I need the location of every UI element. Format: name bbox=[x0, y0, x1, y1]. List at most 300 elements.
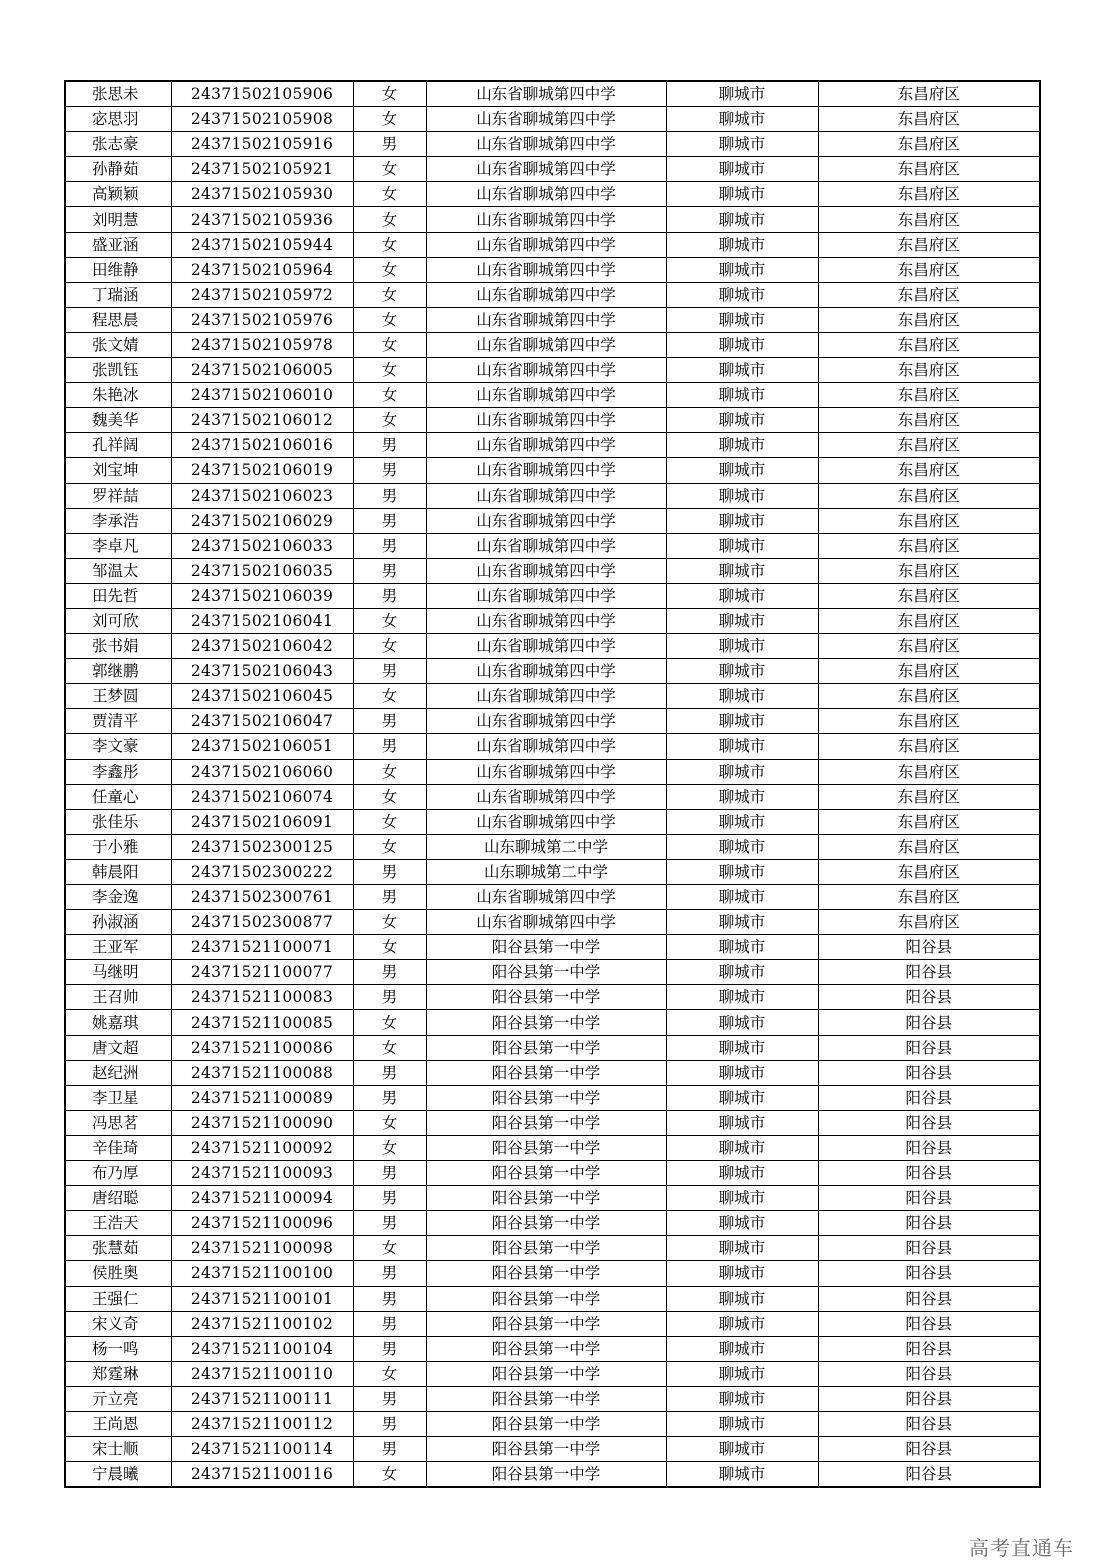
gender-cell: 女 bbox=[353, 207, 426, 232]
district-cell: 东昌府区 bbox=[818, 257, 1040, 282]
gender-cell: 男 bbox=[353, 1411, 426, 1436]
city-cell: 聊城市 bbox=[666, 383, 818, 408]
district-cell: 阳谷县 bbox=[818, 1186, 1040, 1211]
table-row bbox=[65, 1085, 1040, 1110]
exam-id-cell: 24371521100110 bbox=[171, 1361, 353, 1386]
city-cell: 聊城市 bbox=[666, 408, 818, 433]
city-cell: 聊城市 bbox=[666, 1462, 818, 1488]
school-cell: 阳谷县第一中学 bbox=[426, 1236, 666, 1261]
student-name-cell: 孙淑涵 bbox=[65, 910, 171, 935]
city-cell: 聊城市 bbox=[666, 809, 818, 834]
city-cell: 聊城市 bbox=[666, 659, 818, 684]
school-cell: 阳谷县第一中学 bbox=[426, 935, 666, 960]
table-row bbox=[65, 1462, 1040, 1488]
district-cell: 东昌府区 bbox=[818, 157, 1040, 182]
table-row bbox=[65, 960, 1040, 985]
district-cell: 阳谷县 bbox=[818, 1336, 1040, 1361]
school-cell: 山东省聊城第四中学 bbox=[426, 684, 666, 709]
city-cell: 聊城市 bbox=[666, 885, 818, 910]
student-name-cell: 宁晨曦 bbox=[65, 1462, 171, 1488]
gender-cell: 女 bbox=[353, 1010, 426, 1035]
district-cell: 阳谷县 bbox=[818, 1010, 1040, 1035]
city-cell: 聊城市 bbox=[666, 985, 818, 1010]
table-row bbox=[65, 558, 1040, 583]
city-cell: 聊城市 bbox=[666, 935, 818, 960]
city-cell: 聊城市 bbox=[666, 834, 818, 859]
exam-id-cell: 24371502300222 bbox=[171, 859, 353, 884]
gender-cell: 男 bbox=[353, 1060, 426, 1085]
table-row bbox=[65, 684, 1040, 709]
school-cell: 山东省聊城第四中学 bbox=[426, 659, 666, 684]
school-cell: 阳谷县第一中学 bbox=[426, 1361, 666, 1386]
watermark-text: 高考直通车 bbox=[969, 1536, 1074, 1560]
city-cell: 聊城市 bbox=[666, 1186, 818, 1211]
table-row bbox=[65, 1386, 1040, 1411]
school-cell: 山东省聊城第四中学 bbox=[426, 107, 666, 132]
school-cell: 山东省聊城第四中学 bbox=[426, 132, 666, 157]
school-cell: 山东省聊城第四中学 bbox=[426, 358, 666, 383]
city-cell: 聊城市 bbox=[666, 910, 818, 935]
table-row bbox=[65, 1236, 1040, 1261]
exam-id-cell: 24371502106041 bbox=[171, 608, 353, 633]
student-name-cell: 张佳乐 bbox=[65, 809, 171, 834]
gender-cell: 女 bbox=[353, 935, 426, 960]
city-cell: 聊城市 bbox=[666, 1211, 818, 1236]
exam-id-cell: 24371521100100 bbox=[171, 1261, 353, 1286]
roster-sheet bbox=[64, 80, 1039, 1488]
exam-id-cell: 24371502106005 bbox=[171, 358, 353, 383]
gender-cell: 男 bbox=[353, 483, 426, 508]
table-row bbox=[65, 1311, 1040, 1336]
city-cell: 聊城市 bbox=[666, 634, 818, 659]
school-cell: 山东省聊城第四中学 bbox=[426, 759, 666, 784]
school-cell: 山东省聊城第四中学 bbox=[426, 232, 666, 257]
gender-cell: 女 bbox=[353, 1236, 426, 1261]
student-name-cell: 朱艳冰 bbox=[65, 383, 171, 408]
district-cell: 东昌府区 bbox=[818, 558, 1040, 583]
student-name-cell: 张志豪 bbox=[65, 132, 171, 157]
city-cell: 聊城市 bbox=[666, 1035, 818, 1060]
city-cell: 聊城市 bbox=[666, 458, 818, 483]
exam-id-cell: 24371502106043 bbox=[171, 659, 353, 684]
table-row bbox=[65, 608, 1040, 633]
district-cell: 东昌府区 bbox=[818, 784, 1040, 809]
school-cell: 阳谷县第一中学 bbox=[426, 1186, 666, 1211]
city-cell: 聊城市 bbox=[666, 583, 818, 608]
district-cell: 东昌府区 bbox=[818, 533, 1040, 558]
district-cell: 阳谷县 bbox=[818, 1035, 1040, 1060]
exam-id-cell: 24371521100085 bbox=[171, 1010, 353, 1035]
gender-cell: 女 bbox=[353, 1135, 426, 1160]
student-name-cell: 丁瑞涵 bbox=[65, 282, 171, 307]
table-row bbox=[65, 107, 1040, 132]
student-name-cell: 孔祥阔 bbox=[65, 433, 171, 458]
district-cell: 阳谷县 bbox=[818, 1110, 1040, 1135]
city-cell: 聊城市 bbox=[666, 307, 818, 332]
city-cell: 聊城市 bbox=[666, 1386, 818, 1411]
gender-cell: 男 bbox=[353, 1161, 426, 1186]
exam-id-cell: 24371521100111 bbox=[171, 1386, 353, 1411]
student-name-cell: 王强仁 bbox=[65, 1286, 171, 1311]
city-cell: 聊城市 bbox=[666, 960, 818, 985]
student-name-cell: 刘可欣 bbox=[65, 608, 171, 633]
student-name-cell: 侯胜奥 bbox=[65, 1261, 171, 1286]
gender-cell: 男 bbox=[353, 508, 426, 533]
district-cell: 东昌府区 bbox=[818, 207, 1040, 232]
district-cell: 东昌府区 bbox=[818, 458, 1040, 483]
table-row bbox=[65, 207, 1040, 232]
exam-id-cell: 24371502106023 bbox=[171, 483, 353, 508]
table-row bbox=[65, 583, 1040, 608]
city-cell: 聊城市 bbox=[666, 533, 818, 558]
exam-id-cell: 24371502106039 bbox=[171, 583, 353, 608]
table-row bbox=[65, 257, 1040, 282]
table-row bbox=[65, 809, 1040, 834]
city-cell: 聊城市 bbox=[666, 433, 818, 458]
exam-id-cell: 24371521100116 bbox=[171, 1462, 353, 1488]
school-cell: 山东省聊城第四中学 bbox=[426, 282, 666, 307]
exam-id-cell: 24371521100071 bbox=[171, 935, 353, 960]
city-cell: 聊城市 bbox=[666, 558, 818, 583]
student-name-cell: 李鑫彤 bbox=[65, 759, 171, 784]
exam-id-cell: 24371502106016 bbox=[171, 433, 353, 458]
gender-cell: 女 bbox=[353, 81, 426, 107]
gender-cell: 女 bbox=[353, 332, 426, 357]
table-row bbox=[65, 383, 1040, 408]
city-cell: 聊城市 bbox=[666, 282, 818, 307]
district-cell: 东昌府区 bbox=[818, 232, 1040, 257]
table-row bbox=[65, 885, 1040, 910]
table-row bbox=[65, 1110, 1040, 1135]
exam-id-cell: 24371521100088 bbox=[171, 1060, 353, 1085]
table-row bbox=[65, 1135, 1040, 1160]
city-cell: 聊城市 bbox=[666, 483, 818, 508]
district-cell: 东昌府区 bbox=[818, 608, 1040, 633]
table-row bbox=[65, 859, 1040, 884]
district-cell: 东昌府区 bbox=[818, 81, 1040, 107]
city-cell: 聊城市 bbox=[666, 1437, 818, 1462]
table-row bbox=[65, 458, 1040, 483]
gender-cell: 男 bbox=[353, 1261, 426, 1286]
student-name-cell: 张思未 bbox=[65, 81, 171, 107]
gender-cell: 女 bbox=[353, 1361, 426, 1386]
exam-id-cell: 24371502106042 bbox=[171, 634, 353, 659]
table-row bbox=[65, 81, 1040, 107]
student-name-cell: 刘宝坤 bbox=[65, 458, 171, 483]
city-cell: 聊城市 bbox=[666, 734, 818, 759]
district-cell: 东昌府区 bbox=[818, 383, 1040, 408]
gender-cell: 男 bbox=[353, 859, 426, 884]
school-cell: 阳谷县第一中学 bbox=[426, 1386, 666, 1411]
exam-id-cell: 24371502106060 bbox=[171, 759, 353, 784]
student-name-cell: 李卫星 bbox=[65, 1085, 171, 1110]
city-cell: 聊城市 bbox=[666, 1411, 818, 1436]
gender-cell: 男 bbox=[353, 433, 426, 458]
school-cell: 山东省聊城第四中学 bbox=[426, 182, 666, 207]
student-name-cell: 王召帅 bbox=[65, 985, 171, 1010]
student-name-cell: 王梦圆 bbox=[65, 684, 171, 709]
district-cell: 东昌府区 bbox=[818, 659, 1040, 684]
exam-id-cell: 24371521100089 bbox=[171, 1085, 353, 1110]
city-cell: 聊城市 bbox=[666, 81, 818, 107]
gender-cell: 男 bbox=[353, 1311, 426, 1336]
city-cell: 聊城市 bbox=[666, 1261, 818, 1286]
school-cell: 山东省聊城第四中学 bbox=[426, 809, 666, 834]
school-cell: 山东省聊城第四中学 bbox=[426, 433, 666, 458]
school-cell: 山东省聊城第四中学 bbox=[426, 458, 666, 483]
school-cell: 阳谷县第一中学 bbox=[426, 1085, 666, 1110]
gender-cell: 女 bbox=[353, 282, 426, 307]
exam-id-cell: 24371502106029 bbox=[171, 508, 353, 533]
city-cell: 聊城市 bbox=[666, 1236, 818, 1261]
school-cell: 阳谷县第一中学 bbox=[426, 1336, 666, 1361]
city-cell: 聊城市 bbox=[666, 759, 818, 784]
exam-id-cell: 24371502106051 bbox=[171, 734, 353, 759]
gender-cell: 女 bbox=[353, 1110, 426, 1135]
student-name-cell: 冯思茗 bbox=[65, 1110, 171, 1135]
student-name-cell: 唐绍聪 bbox=[65, 1186, 171, 1211]
roster-body bbox=[65, 81, 1040, 1487]
city-cell: 聊城市 bbox=[666, 709, 818, 734]
table-row bbox=[65, 332, 1040, 357]
table-row bbox=[65, 985, 1040, 1010]
table-row bbox=[65, 1010, 1040, 1035]
school-cell: 山东省聊城第四中学 bbox=[426, 709, 666, 734]
exam-id-cell: 24371502105944 bbox=[171, 232, 353, 257]
district-cell: 东昌府区 bbox=[818, 583, 1040, 608]
city-cell: 聊城市 bbox=[666, 257, 818, 282]
district-cell: 东昌府区 bbox=[818, 408, 1040, 433]
gender-cell: 女 bbox=[353, 307, 426, 332]
city-cell: 聊城市 bbox=[666, 182, 818, 207]
district-cell: 阳谷县 bbox=[818, 1261, 1040, 1286]
gender-cell: 女 bbox=[353, 383, 426, 408]
exam-id-cell: 24371502105964 bbox=[171, 257, 353, 282]
exam-id-cell: 24371521100093 bbox=[171, 1161, 353, 1186]
district-cell: 东昌府区 bbox=[818, 483, 1040, 508]
district-cell: 阳谷县 bbox=[818, 1361, 1040, 1386]
exam-id-cell: 24371521100112 bbox=[171, 1411, 353, 1436]
exam-id-cell: 24371521100090 bbox=[171, 1110, 353, 1135]
gender-cell: 男 bbox=[353, 734, 426, 759]
gender-cell: 男 bbox=[353, 1336, 426, 1361]
gender-cell: 男 bbox=[353, 985, 426, 1010]
district-cell: 东昌府区 bbox=[818, 508, 1040, 533]
gender-cell: 男 bbox=[353, 583, 426, 608]
school-cell: 山东省聊城第四中学 bbox=[426, 157, 666, 182]
table-row bbox=[65, 1437, 1040, 1462]
district-cell: 东昌府区 bbox=[818, 709, 1040, 734]
district-cell: 东昌府区 bbox=[818, 182, 1040, 207]
school-cell: 山东省聊城第四中学 bbox=[426, 483, 666, 508]
table-row bbox=[65, 132, 1040, 157]
exam-id-cell: 24371502106019 bbox=[171, 458, 353, 483]
table-row bbox=[65, 1186, 1040, 1211]
table-row bbox=[65, 910, 1040, 935]
gender-cell: 女 bbox=[353, 232, 426, 257]
exam-id-cell: 24371502300877 bbox=[171, 910, 353, 935]
student-name-cell: 魏美华 bbox=[65, 408, 171, 433]
district-cell: 阳谷县 bbox=[818, 1462, 1040, 1488]
gender-cell: 女 bbox=[353, 257, 426, 282]
school-cell: 山东省聊城第四中学 bbox=[426, 784, 666, 809]
city-cell: 聊城市 bbox=[666, 684, 818, 709]
student-name-cell: 姚嘉琪 bbox=[65, 1010, 171, 1035]
student-name-cell: 刘明慧 bbox=[65, 207, 171, 232]
district-cell: 东昌府区 bbox=[818, 307, 1040, 332]
student-name-cell: 赵纪洲 bbox=[65, 1060, 171, 1085]
gender-cell: 女 bbox=[353, 608, 426, 633]
table-row bbox=[65, 634, 1040, 659]
table-row bbox=[65, 1286, 1040, 1311]
school-cell: 阳谷县第一中学 bbox=[426, 1035, 666, 1060]
exam-id-cell: 24371502106045 bbox=[171, 684, 353, 709]
gender-cell: 男 bbox=[353, 558, 426, 583]
student-name-cell: 亓立亮 bbox=[65, 1386, 171, 1411]
gender-cell: 女 bbox=[353, 784, 426, 809]
gender-cell: 男 bbox=[353, 1186, 426, 1211]
student-name-cell: 张凯钰 bbox=[65, 358, 171, 383]
school-cell: 阳谷县第一中学 bbox=[426, 1010, 666, 1035]
gender-cell: 男 bbox=[353, 885, 426, 910]
city-cell: 聊城市 bbox=[666, 1311, 818, 1336]
city-cell: 聊城市 bbox=[666, 784, 818, 809]
student-name-cell: 王浩天 bbox=[65, 1211, 171, 1236]
table-row bbox=[65, 1161, 1040, 1186]
school-cell: 山东聊城第二中学 bbox=[426, 834, 666, 859]
exam-id-cell: 24371521100096 bbox=[171, 1211, 353, 1236]
school-cell: 山东省聊城第四中学 bbox=[426, 408, 666, 433]
exam-id-cell: 24371502106091 bbox=[171, 809, 353, 834]
city-cell: 聊城市 bbox=[666, 157, 818, 182]
city-cell: 聊城市 bbox=[666, 1135, 818, 1160]
district-cell: 东昌府区 bbox=[818, 834, 1040, 859]
school-cell: 阳谷县第一中学 bbox=[426, 1135, 666, 1160]
district-cell: 阳谷县 bbox=[818, 1211, 1040, 1236]
table-row bbox=[65, 1060, 1040, 1085]
gender-cell: 男 bbox=[353, 1386, 426, 1411]
exam-id-cell: 24371521100092 bbox=[171, 1135, 353, 1160]
city-cell: 聊城市 bbox=[666, 132, 818, 157]
school-cell: 阳谷县第一中学 bbox=[426, 1286, 666, 1311]
exam-id-cell: 24371521100094 bbox=[171, 1186, 353, 1211]
student-name-cell: 田维静 bbox=[65, 257, 171, 282]
exam-id-cell: 24371521100098 bbox=[171, 1236, 353, 1261]
exam-id-cell: 24371502300125 bbox=[171, 834, 353, 859]
exam-id-cell: 24371502106033 bbox=[171, 533, 353, 558]
student-name-cell: 于小雅 bbox=[65, 834, 171, 859]
gender-cell: 女 bbox=[353, 834, 426, 859]
district-cell: 东昌府区 bbox=[818, 132, 1040, 157]
district-cell: 东昌府区 bbox=[818, 634, 1040, 659]
district-cell: 东昌府区 bbox=[818, 809, 1040, 834]
school-cell: 阳谷县第一中学 bbox=[426, 1161, 666, 1186]
city-cell: 聊城市 bbox=[666, 859, 818, 884]
exam-id-cell: 24371502106047 bbox=[171, 709, 353, 734]
student-roster-table bbox=[64, 80, 1041, 1488]
exam-id-cell: 24371502105976 bbox=[171, 307, 353, 332]
school-cell: 山东省聊城第四中学 bbox=[426, 332, 666, 357]
student-name-cell: 张书娟 bbox=[65, 634, 171, 659]
exam-id-cell: 24371502105906 bbox=[171, 81, 353, 107]
exam-id-cell: 24371521100101 bbox=[171, 1286, 353, 1311]
student-name-cell: 盛亚涵 bbox=[65, 232, 171, 257]
student-name-cell: 杨一鸣 bbox=[65, 1336, 171, 1361]
table-row bbox=[65, 182, 1040, 207]
school-cell: 阳谷县第一中学 bbox=[426, 1462, 666, 1488]
district-cell: 阳谷县 bbox=[818, 1437, 1040, 1462]
school-cell: 山东省聊城第四中学 bbox=[426, 558, 666, 583]
exam-id-cell: 24371521100114 bbox=[171, 1437, 353, 1462]
exam-id-cell: 24371502300761 bbox=[171, 885, 353, 910]
district-cell: 东昌府区 bbox=[818, 910, 1040, 935]
gender-cell: 女 bbox=[353, 910, 426, 935]
exam-id-cell: 24371521100102 bbox=[171, 1311, 353, 1336]
gender-cell: 男 bbox=[353, 709, 426, 734]
gender-cell: 男 bbox=[353, 533, 426, 558]
district-cell: 东昌府区 bbox=[818, 282, 1040, 307]
city-cell: 聊城市 bbox=[666, 1336, 818, 1361]
city-cell: 聊城市 bbox=[666, 1286, 818, 1311]
gender-cell: 女 bbox=[353, 408, 426, 433]
table-row bbox=[65, 734, 1040, 759]
school-cell: 山东省聊城第四中学 bbox=[426, 508, 666, 533]
exam-id-cell: 24371502106074 bbox=[171, 784, 353, 809]
district-cell: 阳谷县 bbox=[818, 960, 1040, 985]
table-row bbox=[65, 1361, 1040, 1386]
district-cell: 阳谷县 bbox=[818, 1161, 1040, 1186]
district-cell: 阳谷县 bbox=[818, 1386, 1040, 1411]
student-name-cell: 郭继鹏 bbox=[65, 659, 171, 684]
school-cell: 山东省聊城第四中学 bbox=[426, 307, 666, 332]
table-row bbox=[65, 935, 1040, 960]
student-name-cell: 高颖颖 bbox=[65, 182, 171, 207]
table-row bbox=[65, 1336, 1040, 1361]
district-cell: 阳谷县 bbox=[818, 1286, 1040, 1311]
district-cell: 阳谷县 bbox=[818, 985, 1040, 1010]
district-cell: 阳谷县 bbox=[818, 1060, 1040, 1085]
gender-cell: 女 bbox=[353, 182, 426, 207]
student-name-cell: 王尚恩 bbox=[65, 1411, 171, 1436]
student-name-cell: 孙静茹 bbox=[65, 157, 171, 182]
school-cell: 山东省聊城第四中学 bbox=[426, 257, 666, 282]
table-row bbox=[65, 533, 1040, 558]
student-name-cell: 李卓凡 bbox=[65, 533, 171, 558]
table-row bbox=[65, 157, 1040, 182]
gender-cell: 男 bbox=[353, 960, 426, 985]
gender-cell: 女 bbox=[353, 634, 426, 659]
table-row bbox=[65, 358, 1040, 383]
table-row bbox=[65, 1411, 1040, 1436]
school-cell: 阳谷县第一中学 bbox=[426, 1311, 666, 1336]
gender-cell: 女 bbox=[353, 1462, 426, 1488]
table-row bbox=[65, 1211, 1040, 1236]
district-cell: 东昌府区 bbox=[818, 433, 1040, 458]
district-cell: 东昌府区 bbox=[818, 859, 1040, 884]
student-name-cell: 李文豪 bbox=[65, 734, 171, 759]
table-row bbox=[65, 483, 1040, 508]
gender-cell: 男 bbox=[353, 1286, 426, 1311]
gender-cell: 女 bbox=[353, 1035, 426, 1060]
student-name-cell: 马继明 bbox=[65, 960, 171, 985]
district-cell: 阳谷县 bbox=[818, 935, 1040, 960]
table-row bbox=[65, 508, 1040, 533]
student-name-cell: 韩晨阳 bbox=[65, 859, 171, 884]
gender-cell: 男 bbox=[353, 458, 426, 483]
district-cell: 东昌府区 bbox=[818, 107, 1040, 132]
student-name-cell: 宋士顺 bbox=[65, 1437, 171, 1462]
school-cell: 山东省聊城第四中学 bbox=[426, 734, 666, 759]
